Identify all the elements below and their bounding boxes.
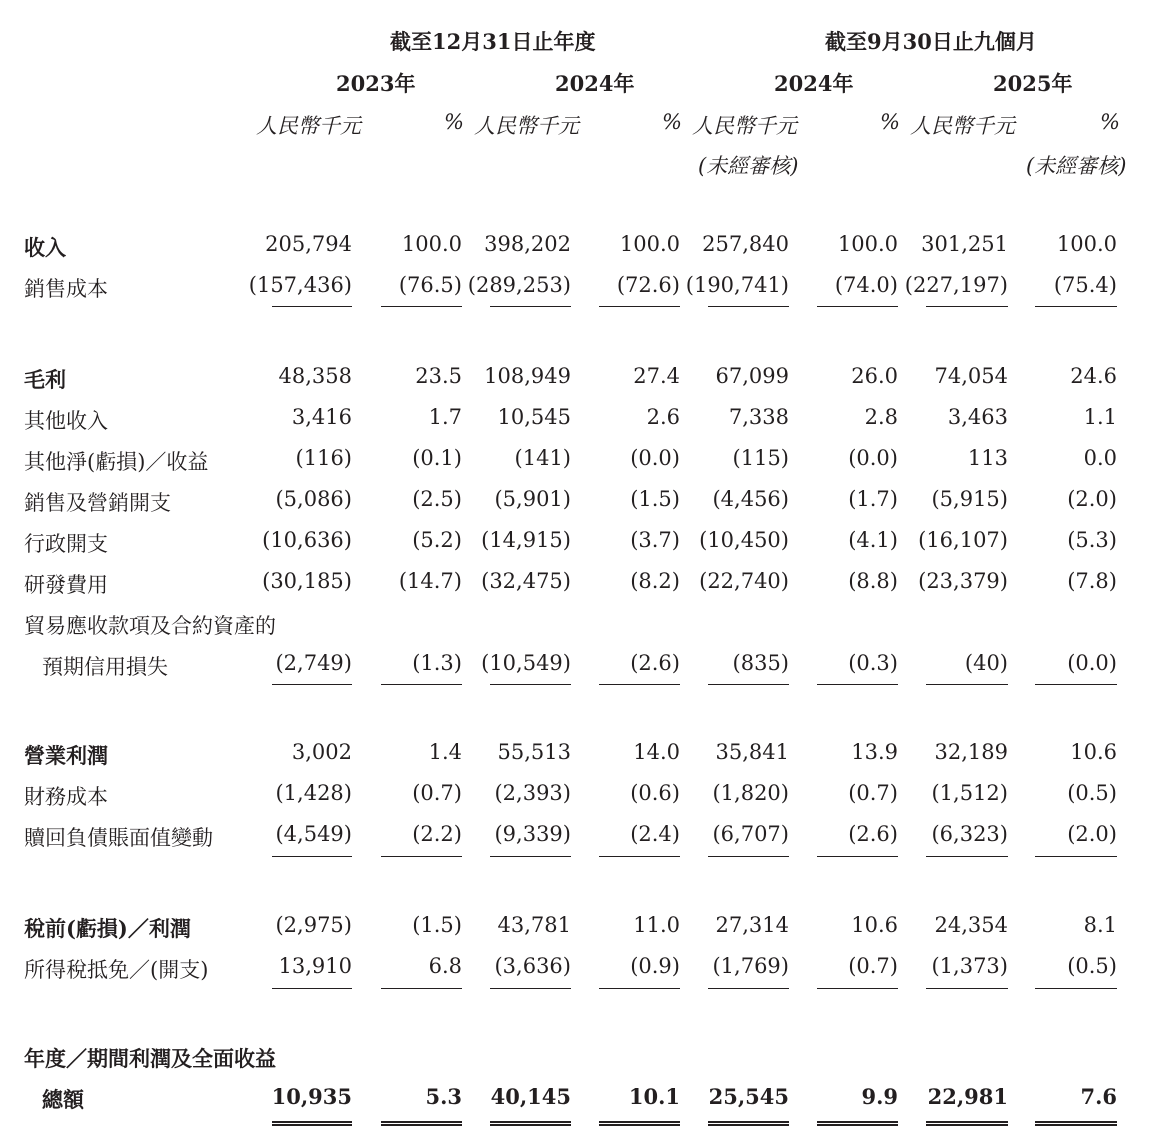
percent-cell: (8.2) [630,569,680,593]
amount-cell: 48,358 [278,364,352,388]
amount-cell: (227,197) [904,273,1008,297]
header-group-full-year: 截至12月31日止年度 [390,29,596,54]
header-pct-col4: % [1100,110,1120,134]
subtotal-rule [381,856,462,857]
percent-cell: (74.0) [834,273,898,297]
header-unit-col3: 人民幣千元 [692,114,797,138]
amount-cell: 108,949 [484,364,571,388]
percent-cell: (0.3) [848,651,898,675]
row-label: 收入 [24,235,66,260]
percent-cell: 2.6 [646,405,680,429]
percent-cell: 1.4 [428,740,462,764]
percent-cell: 2.8 [864,405,898,429]
amount-cell: (4,549) [275,822,352,846]
amount-cell: (40) [964,651,1008,675]
percent-cell: (2.0) [1067,487,1117,511]
row-label: 研發費用 [24,573,108,597]
amount-cell: 10,935 [271,1084,352,1109]
row-label: 毛利 [24,367,66,392]
amount-cell: 10,545 [497,405,571,429]
row-label: 其他收入 [24,409,108,433]
amount-cell: 22,981 [927,1084,1008,1109]
subtotal-rule [381,306,462,307]
header-unaudited-col4: (未經審核) [1026,154,1127,178]
percent-cell: (0.0) [630,446,680,470]
percent-cell: (1.7) [848,487,898,511]
header-unaudited-col3: (未經審核) [698,154,799,178]
percent-cell: (2.6) [630,651,680,675]
percent-cell: (0.6) [630,781,680,805]
subtotal-rule [490,684,571,685]
percent-cell: (1.5) [412,913,462,937]
header-pct-col2: % [662,110,682,134]
subtotal-rule [708,988,789,989]
amount-cell: (2,393) [494,781,571,805]
percent-cell: 24.6 [1070,364,1117,388]
amount-cell: (9,339) [494,822,571,846]
percent-cell: 14.0 [633,740,680,764]
row-label-continuation: 預期信用損失 [42,655,168,679]
percent-cell: 7.6 [1080,1084,1117,1109]
percent-cell: 27.4 [633,364,680,388]
total-double-rule [599,1121,680,1126]
amount-cell: (6,707) [712,822,789,846]
row-label-continuation: 總額 [42,1087,84,1112]
total-double-rule [272,1121,352,1126]
amount-cell: (835) [732,651,789,675]
percent-cell: (76.5) [398,273,462,297]
subtotal-rule [272,306,352,307]
subtotal-rule [708,684,789,685]
subtotal-rule [599,306,680,307]
percent-cell: (72.6) [616,273,680,297]
header-unit-col4: 人民幣千元 [910,114,1015,138]
percent-cell: (0.7) [848,954,898,978]
subtotal-rule [1035,306,1117,307]
subtotal-rule [926,988,1008,989]
amount-cell: (2,975) [275,913,352,937]
row-label: 貿易應收款項及合約資產的 [24,614,276,638]
amount-cell: 74,054 [934,364,1008,388]
amount-cell: (5,086) [275,487,352,511]
amount-cell: (116) [295,446,352,470]
row-label: 財務成本 [24,785,108,809]
header-year-2024-nine: 2024年 [774,71,854,96]
subtotal-rule [1035,684,1117,685]
percent-cell: (0.5) [1067,954,1117,978]
subtotal-rule [599,856,680,857]
percent-cell: 10.6 [1070,740,1117,764]
percent-cell: (1.3) [412,651,462,675]
amount-cell: (32,475) [481,569,571,593]
percent-cell: (4.1) [848,528,898,552]
subtotal-rule [490,856,571,857]
header-unit-col1: 人民幣千元 [256,114,361,138]
percent-cell: (14.7) [398,569,462,593]
percent-cell: 26.0 [851,364,898,388]
subtotal-rule [381,684,462,685]
header-year-2024-full: 2024年 [555,71,635,96]
amount-cell: (14,915) [481,528,571,552]
amount-cell: (1,820) [712,781,789,805]
percent-cell: 100.0 [1056,232,1117,256]
subtotal-rule [926,684,1008,685]
percent-cell: (0.9) [630,954,680,978]
percent-cell: (75.4) [1053,273,1117,297]
amount-cell: 13,910 [278,954,352,978]
subtotal-rule [708,306,789,307]
total-double-rule [926,1121,1008,1126]
total-double-rule [708,1121,789,1126]
amount-cell: 24,354 [934,913,1008,937]
amount-cell: (3,636) [494,954,571,978]
amount-cell: 257,840 [702,232,789,256]
percent-cell: 0.0 [1083,446,1117,470]
header-group-nine-months: 截至9月30日止九個月 [825,29,1037,54]
header-year-2025-nine: 2025年 [993,71,1073,96]
amount-cell: 398,202 [484,232,571,256]
percent-cell: 1.1 [1083,405,1117,429]
amount-cell: (5,915) [931,487,1008,511]
amount-cell: (1,428) [275,781,352,805]
percent-cell: 13.9 [851,740,898,764]
percent-cell: (8.8) [848,569,898,593]
percent-cell: (5.3) [1067,528,1117,552]
percent-cell: (3.7) [630,528,680,552]
percent-cell: (0.0) [1067,651,1117,675]
amount-cell: (2,749) [275,651,352,675]
total-double-rule [490,1121,571,1126]
total-double-rule [817,1121,898,1126]
header-pct-col3: % [880,110,900,134]
row-label: 年度／期間利潤及全面收益 [24,1046,276,1071]
amount-cell: (10,636) [262,528,352,552]
percent-cell: 11.0 [633,913,680,937]
row-label: 贖回負債賬面值變動 [24,826,213,850]
amount-cell: (10,549) [481,651,571,675]
amount-cell: (6,323) [931,822,1008,846]
amount-cell: 35,841 [715,740,789,764]
percent-cell: 100.0 [619,232,680,256]
subtotal-rule [490,988,571,989]
percent-cell: (0.1) [412,446,462,470]
amount-cell: 113 [967,446,1008,470]
percent-cell: 9.9 [861,1084,898,1109]
amount-cell: (289,253) [467,273,571,297]
subtotal-rule [599,684,680,685]
subtotal-rule [817,306,898,307]
subtotal-rule [272,684,352,685]
header-year-2023: 2023年 [336,71,416,96]
header-unit-col2: 人民幣千元 [474,114,579,138]
percent-cell: 100.0 [837,232,898,256]
percent-cell: (0.7) [412,781,462,805]
subtotal-rule [272,988,352,989]
amount-cell: (190,741) [685,273,789,297]
amount-cell: 32,189 [934,740,1008,764]
amount-cell: (30,185) [262,569,352,593]
row-label: 銷售及營銷開支 [24,491,171,515]
amount-cell: 301,251 [921,232,1008,256]
amount-cell: (157,436) [248,273,352,297]
amount-cell: 55,513 [497,740,571,764]
amount-cell: 43,781 [497,913,571,937]
subtotal-rule [1035,988,1117,989]
header-pct-col1: % [444,110,464,134]
percent-cell: (5.2) [412,528,462,552]
subtotal-rule [926,306,1008,307]
amount-cell: (1,373) [931,954,1008,978]
amount-cell: (1,512) [931,781,1008,805]
row-label: 銷售成本 [24,277,108,301]
amount-cell: 7,338 [728,405,789,429]
row-label: 營業利潤 [24,743,108,768]
percent-cell: (7.8) [1067,569,1117,593]
percent-cell: (0.0) [848,446,898,470]
subtotal-rule [1035,856,1117,857]
total-double-rule [381,1121,462,1126]
amount-cell: 3,416 [291,405,352,429]
total-double-rule [1035,1121,1117,1126]
amount-cell: (10,450) [699,528,789,552]
amount-cell: (16,107) [918,528,1008,552]
percent-cell: 1.7 [428,405,462,429]
percent-cell: 100.0 [401,232,462,256]
amount-cell: (1,769) [712,954,789,978]
percent-cell: (0.7) [848,781,898,805]
subtotal-rule [817,856,898,857]
subtotal-rule [817,988,898,989]
percent-cell: 5.3 [425,1084,462,1109]
amount-cell: (23,379) [918,569,1008,593]
amount-cell: 40,145 [490,1084,571,1109]
percent-cell: (0.5) [1067,781,1117,805]
percent-cell: (2.5) [412,487,462,511]
amount-cell: 3,002 [291,740,352,764]
percent-cell: (2.0) [1067,822,1117,846]
amount-cell: 205,794 [265,232,352,256]
subtotal-rule [272,856,352,857]
row-label: 其他淨(虧損)／收益 [24,450,209,474]
percent-cell: 23.5 [415,364,462,388]
row-label: 所得稅抵免／(開支) [24,958,209,982]
row-label: 稅前(虧損)／利潤 [24,916,191,941]
amount-cell: (22,740) [699,569,789,593]
percent-cell: (1.5) [630,487,680,511]
subtotal-rule [381,988,462,989]
subtotal-rule [817,684,898,685]
amount-cell: (4,456) [712,487,789,511]
percent-cell: (2.6) [848,822,898,846]
percent-cell: (2.2) [412,822,462,846]
amount-cell: (141) [514,446,571,470]
amount-cell: 67,099 [715,364,789,388]
subtotal-rule [599,988,680,989]
percent-cell: 8.1 [1083,913,1117,937]
amount-cell: 3,463 [947,405,1008,429]
subtotal-rule [490,306,571,307]
subtotal-rule [708,856,789,857]
amount-cell: (115) [732,446,789,470]
amount-cell: (5,901) [494,487,571,511]
percent-cell: 6.8 [428,954,462,978]
subtotal-rule [926,856,1008,857]
percent-cell: (2.4) [630,822,680,846]
amount-cell: 27,314 [715,913,789,937]
percent-cell: 10.1 [628,1084,680,1109]
percent-cell: 10.6 [851,913,898,937]
row-label: 行政開支 [24,532,108,556]
amount-cell: 25,545 [708,1084,789,1109]
